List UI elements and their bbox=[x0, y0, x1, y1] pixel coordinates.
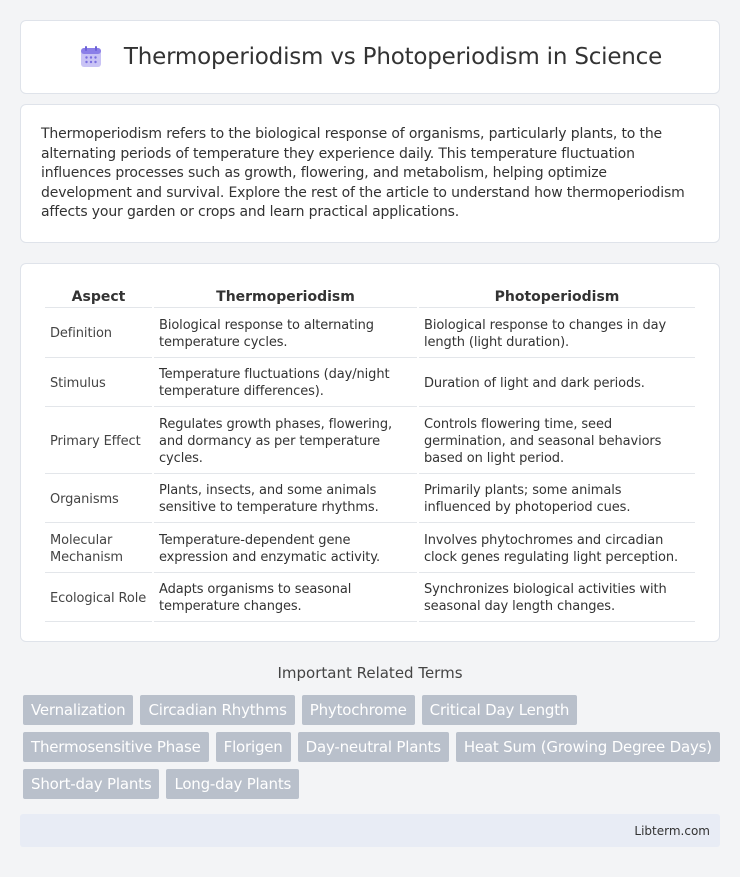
row-aspect: Stimulus bbox=[45, 360, 152, 407]
footer bbox=[20, 814, 720, 847]
table-row bbox=[45, 409, 695, 474]
tag-circadian-rhythms[interactable]: Circadian Rhythms bbox=[140, 695, 294, 725]
tag-row bbox=[23, 732, 723, 762]
table-header-row bbox=[45, 286, 695, 308]
tag-thermosensitive-phase[interactable]: Thermosensitive Phase bbox=[23, 732, 209, 762]
table-row bbox=[45, 310, 695, 358]
tag-phytochrome[interactable]: Phytochrome bbox=[302, 695, 415, 725]
page-title: Thermoperiodism vs Photoperiodism in Science bbox=[123, 44, 663, 70]
row-aspect: Organisms bbox=[45, 476, 152, 523]
row-aspect: Molecular Mechanism bbox=[45, 525, 152, 573]
row-thermo: Plants, insects, and some animals sensitive to temperature rhythms. bbox=[154, 476, 417, 523]
row-aspect: Ecological Role bbox=[45, 575, 152, 622]
tag-short-day-plants[interactable]: Short-day Plants bbox=[23, 769, 159, 799]
tag-vernalization[interactable]: Vernalization bbox=[23, 695, 133, 725]
tag-long-day-plants[interactable]: Long-day Plants bbox=[166, 769, 299, 799]
row-photo: Primarily plants; some animals influenced by photoperiod cues. bbox=[419, 476, 695, 523]
header-card bbox=[20, 20, 720, 94]
row-photo: Controls flowering time, seed germination, and seasonal behaviors based on light period. bbox=[419, 409, 695, 474]
table-row bbox=[45, 360, 695, 407]
table-row bbox=[45, 525, 695, 573]
intro-text: Thermoperiodism refers to the biological response of organisms, particularly plants, to the alternating periods of temperature they experience daily. This temperature fluctuation influences processes such as growth, flowering, and metabolism, helping optimize development and survival. Explore the rest of the article to understand how thermoperiodism affects your garden or crops and learn practical applications. bbox=[41, 126, 685, 220]
tag-day-neutral-plants[interactable]: Day-neutral Plants bbox=[298, 732, 449, 762]
header-photoperiodism: Photoperiodism bbox=[419, 286, 695, 308]
table-row bbox=[45, 575, 695, 622]
row-thermo: Biological response to alternating temperature cycles. bbox=[154, 310, 417, 358]
row-photo: Duration of light and dark periods. bbox=[419, 360, 695, 407]
row-photo: Synchronizes biological activities with seasonal day length changes. bbox=[419, 575, 695, 622]
row-aspect: Definition bbox=[45, 310, 152, 358]
tag-critical-day-length[interactable]: Critical Day Length bbox=[422, 695, 578, 725]
row-thermo: Regulates growth phases, flowering, and dormancy as per temperature cycles. bbox=[154, 409, 417, 474]
header-thermoperiodism: Thermoperiodism bbox=[154, 286, 417, 308]
tag-heat-sum[interactable]: Heat Sum (Growing Degree Days) bbox=[456, 732, 720, 762]
related-terms-title: Important Related Terms bbox=[277, 664, 463, 682]
row-thermo: Adapts organisms to seasonal temperature changes. bbox=[154, 575, 417, 622]
row-photo: Involves phytochromes and circadian clock genes regulating light perception. bbox=[419, 525, 695, 573]
row-thermo: Temperature fluctuations (day/night temperature differences). bbox=[154, 360, 417, 407]
footer-brand-link[interactable]: Libterm.com bbox=[634, 823, 710, 838]
tag-row bbox=[23, 695, 723, 725]
comparison-card bbox=[20, 263, 720, 642]
row-thermo: Temperature-dependent gene expression and enzymatic activity. bbox=[154, 525, 417, 573]
calendar-icon bbox=[78, 44, 104, 70]
header-aspect: Aspect bbox=[45, 286, 152, 308]
tag-florigen[interactable]: Florigen bbox=[216, 732, 291, 762]
row-photo: Biological response to changes in day length (light duration). bbox=[419, 310, 695, 358]
comparison-table bbox=[43, 284, 697, 624]
intro-card bbox=[20, 104, 720, 243]
related-terms-list bbox=[23, 695, 723, 806]
row-aspect: Primary Effect bbox=[45, 409, 152, 474]
table-row bbox=[45, 476, 695, 523]
tag-row bbox=[23, 769, 723, 799]
